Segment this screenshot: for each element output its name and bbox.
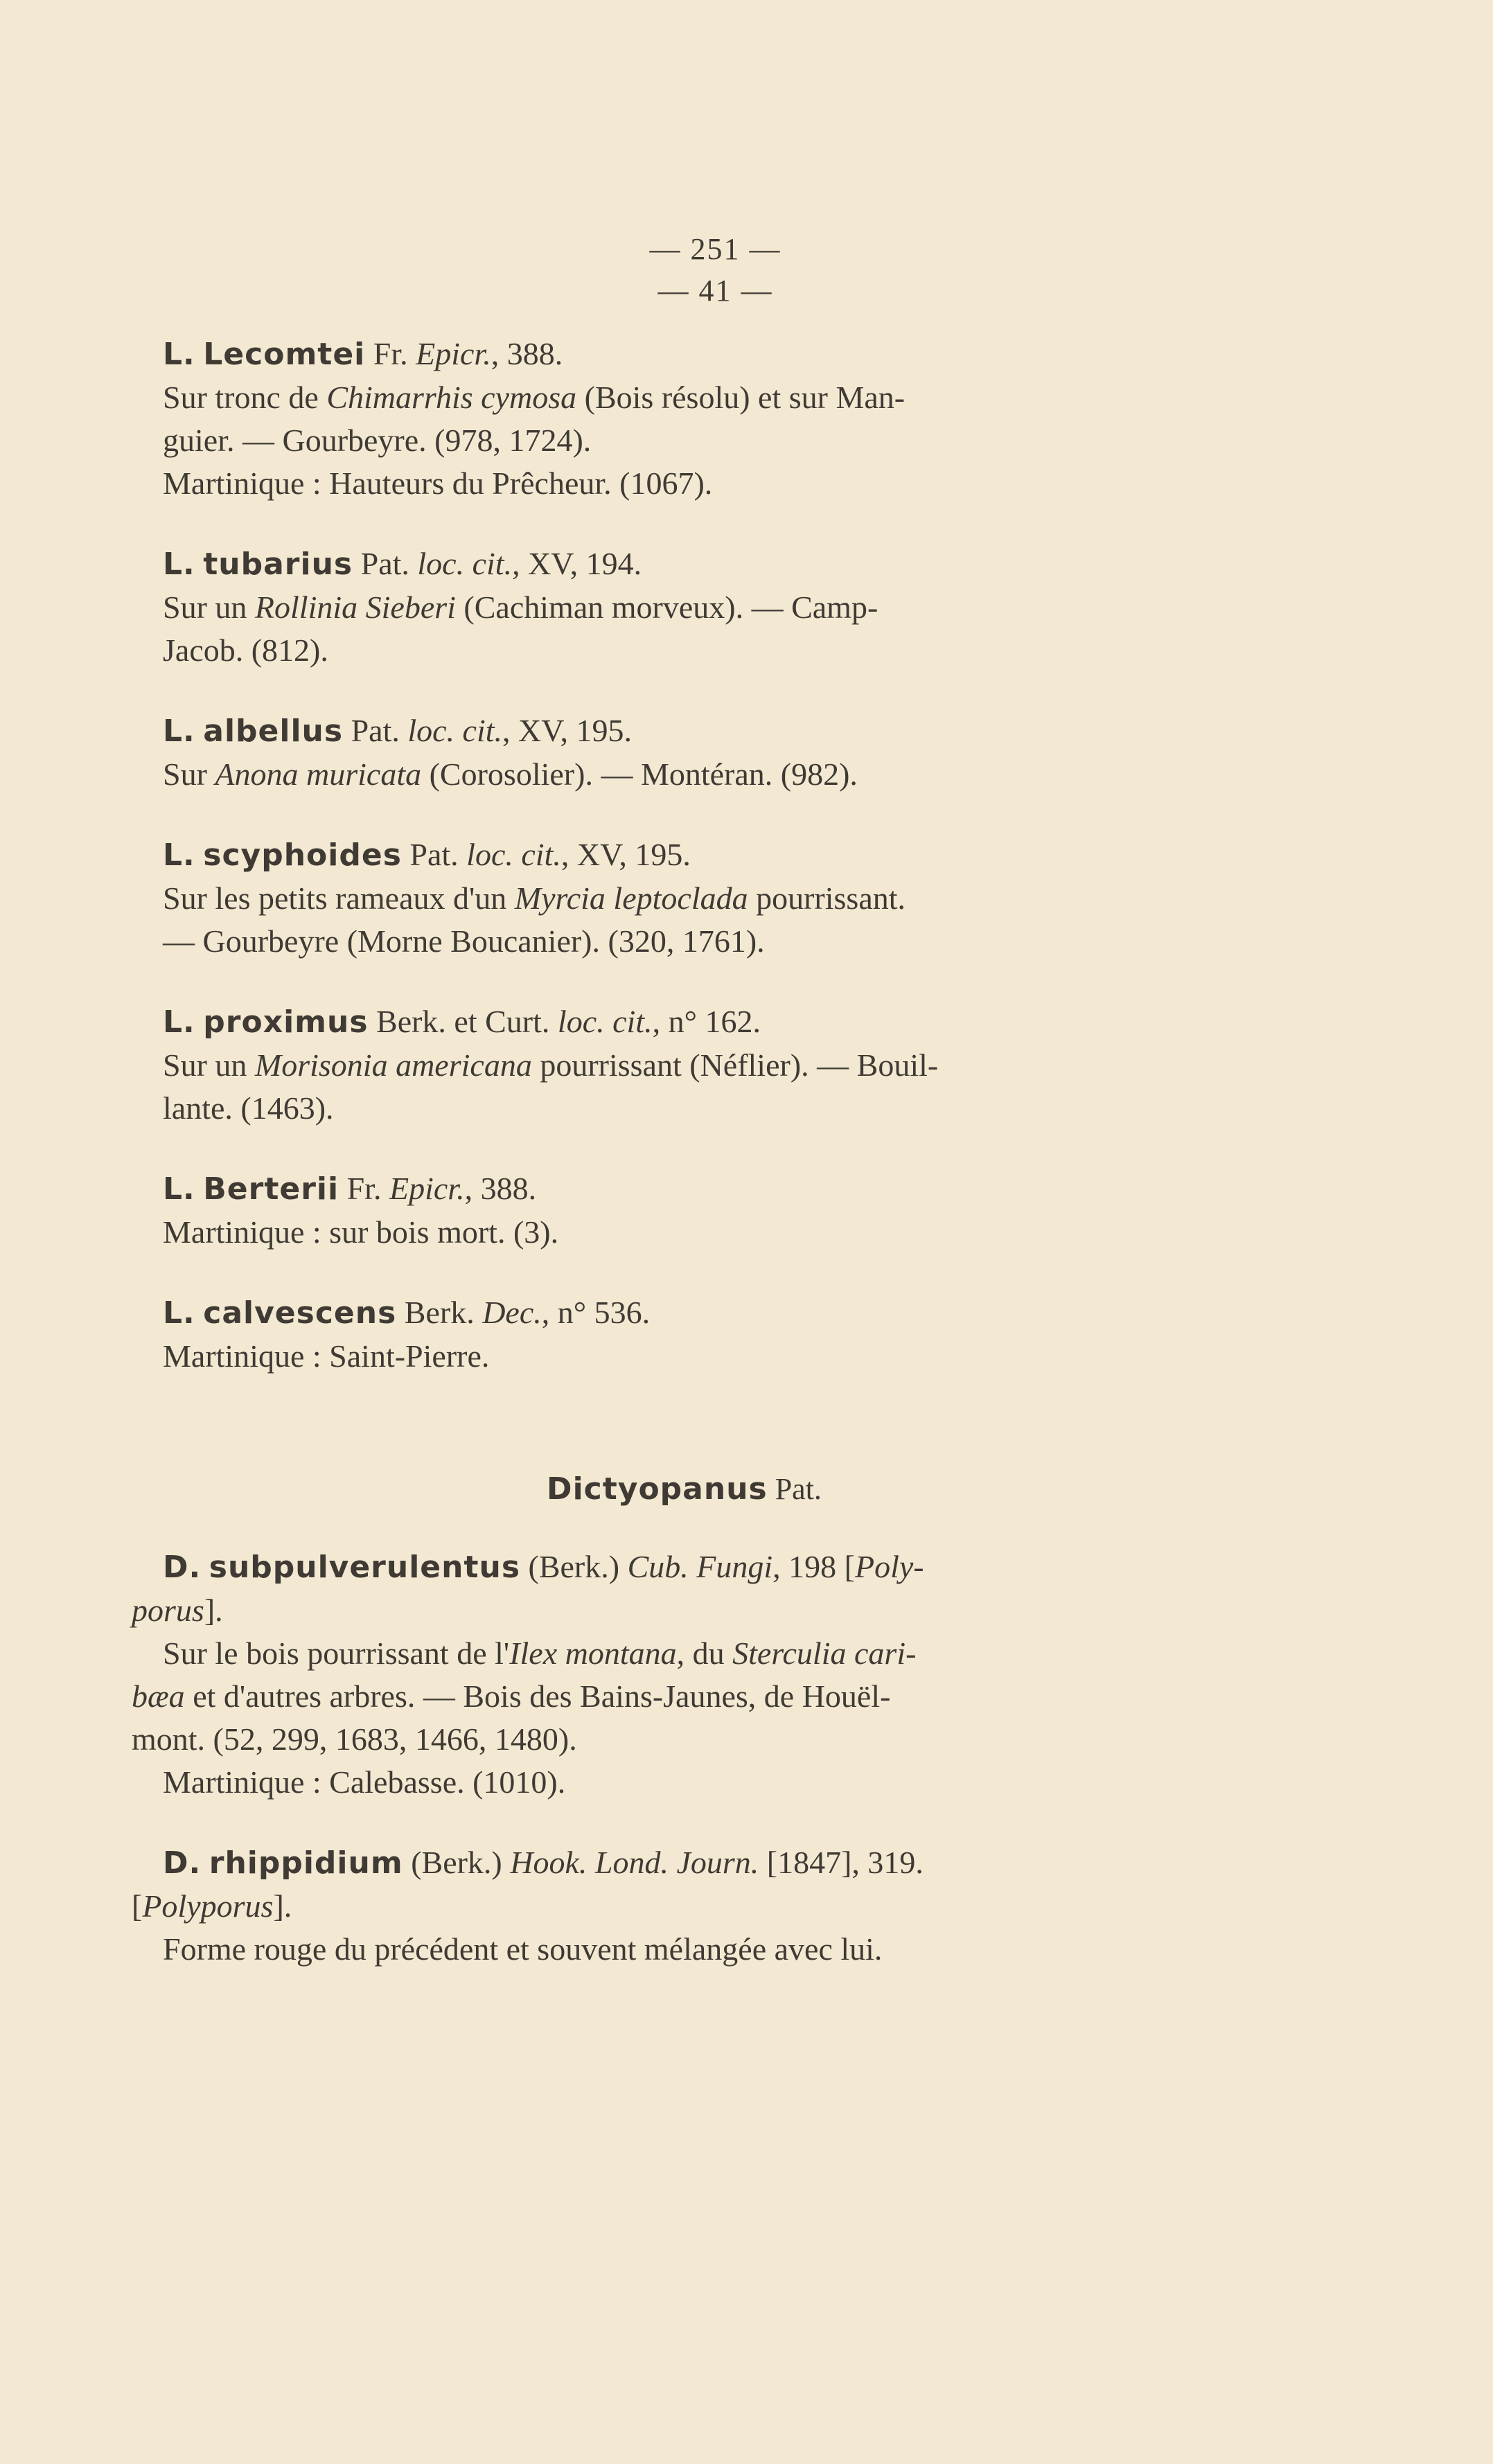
species-entry-scyphoides <box>163 833 1178 963</box>
species-habitat-cont: bæa et d'autres arbres. — Bois des Bains-Jaunes, de Houël- <box>132 1678 891 1714</box>
species-habitat-cont: mont. (52, 299, 1683, 1466, 1480). <box>132 1721 577 1757</box>
species-name: calvescens <box>203 1295 397 1331</box>
species-name: Lecomtei <box>203 337 366 372</box>
genus-heading <box>163 1468 1178 1511</box>
species-entry-rhippidium <box>132 1841 1178 1971</box>
species-name: tubarius <box>203 547 353 582</box>
species-heading: D. rhippidium (Berk.) Hook. Lond. Journ. [1847], 319. <box>163 1845 924 1881</box>
species-entry-calvescens <box>163 1291 1178 1378</box>
page-number-reprint: — 41 — <box>657 274 773 308</box>
species-habitat: Sur un Rollinia Sieberi (Cachiman morveux). — Camp- <box>163 590 878 625</box>
species-name: proximus <box>203 1004 369 1040</box>
species-heading: L. albellus Pat. loc. cit., XV, 195. <box>163 713 633 749</box>
page-content <box>132 229 1178 2008</box>
species-heading: L. calvescens Berk. Dec., n° 536. <box>163 1295 651 1331</box>
species-heading: L. scyphoides Pat. loc. cit., XV, 195. <box>163 837 691 873</box>
species-habitat-cont: lante. (1463). <box>163 1090 334 1126</box>
genus-name: Dictyopanus <box>547 1471 768 1507</box>
species-heading: L. Berterii Fr. Epicr., 388. <box>163 1171 537 1207</box>
species-habitat: Sur un Morisonia americana pourrissant (Néflier). — Bouil- <box>163 1047 939 1083</box>
species-entry-subpulverulentus <box>132 1545 1178 1804</box>
species-heading: D. subpulverulentus (Berk.) Cub. Fungi, 198 [Poly- <box>163 1549 924 1585</box>
species-locality: Martinique : Saint-Pierre. <box>163 1338 490 1374</box>
species-heading: L. tubarius Pat. loc. cit., XV, 194. <box>163 546 642 582</box>
species-habitat-cont: guier. — Gourbeyre. (978, 1724). <box>163 423 592 458</box>
species-name: rhippidium <box>209 1845 403 1881</box>
page-number-original: — 251 — <box>649 232 781 266</box>
species-entry-proximus <box>163 1000 1178 1130</box>
species-locality: Martinique : Calebasse. (1010). <box>163 1764 566 1800</box>
species-locality: Martinique : Hauteurs du Prêcheur. (1067). <box>163 466 713 501</box>
species-habitat: Sur tronc de Chimarrhis cymosa (Bois résolu) et sur Man- <box>163 380 905 415</box>
species-habitat: Sur les petits rameaux d'un Myrcia leptoclada pourrissant. <box>163 880 906 916</box>
species-name: Berterii <box>203 1171 339 1207</box>
species-name: albellus <box>203 714 344 749</box>
species-entry-albellus <box>163 709 1178 796</box>
page-header <box>253 229 1178 312</box>
species-heading-cont: [Polyporus]. <box>132 1888 292 1924</box>
species-habitat-cont: Jacob. (812). <box>163 632 328 668</box>
species-locality: Martinique : sur bois mort. (3). <box>163 1214 559 1250</box>
species-entry-tubarius <box>163 542 1178 672</box>
species-name: subpulverulentus <box>209 1550 521 1585</box>
species-habitat-cont: — Gourbeyre (Morne Boucanier). (320, 1761). <box>163 923 765 959</box>
species-entry-lecomtei <box>163 333 1178 505</box>
species-entry-berterii <box>163 1167 1178 1254</box>
species-habitat: Sur Anona muricata (Corosolier). — Montéran. (982). <box>163 756 858 792</box>
species-heading: L. Lecomtei Fr. Epicr., 388. <box>163 336 563 372</box>
species-note: Forme rouge du précédent et souvent mélangée avec lui. <box>163 1931 883 1967</box>
species-heading-cont: porus]. <box>132 1593 223 1628</box>
species-heading: L. proximus Berk. et Curt. loc. cit., n° 162. <box>163 1004 761 1040</box>
species-name: scyphoides <box>203 837 402 873</box>
species-habitat: Sur le bois pourrissant de l'Ilex montana, du Sterculia cari- <box>163 1636 917 1671</box>
genus-author: Pat. <box>767 1472 822 1506</box>
